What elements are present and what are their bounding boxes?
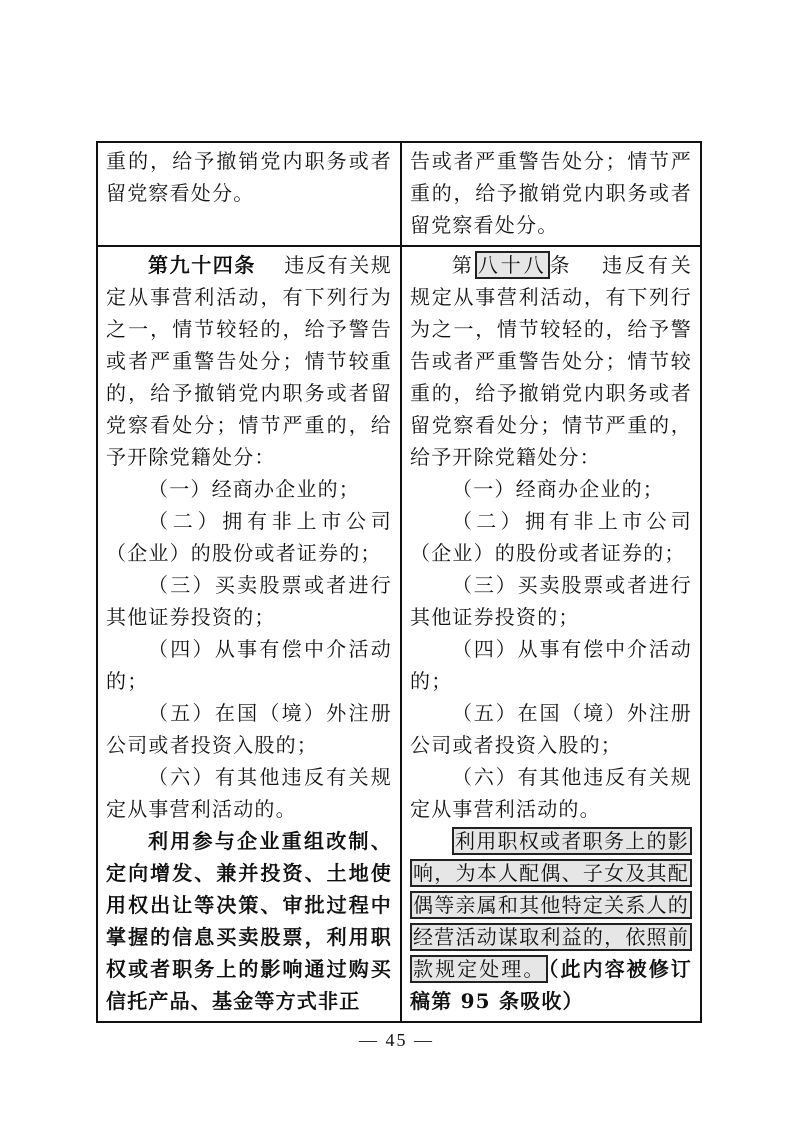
- right-article-cell: [401, 246, 701, 1022]
- table-row: [97, 142, 701, 246]
- right-item-5: （五）在国（境）外注册公司或者投资入股的；: [410, 701, 692, 757]
- left-item-1: （一）经商办企业的；: [148, 477, 360, 501]
- left-article-cell: [97, 246, 401, 1022]
- left-item-5: （五）在国（境）外注册公司或者投资入股的；: [106, 701, 392, 757]
- right-article-number-highlight: 八十八: [475, 251, 550, 279]
- right-item-6: （六）有其他违反有关规定从事营利活动的。: [410, 765, 692, 821]
- right-continuation-text: 告或者严重警告处分；情节严重的，给予撤销党内职务或者留党察看处分。: [410, 149, 692, 237]
- table-row: [97, 246, 701, 1022]
- right-item-4: （四）从事有偿中介活动的；: [410, 637, 692, 693]
- right-article-suffix: 条: [549, 253, 573, 277]
- left-item-2: （二）拥有非上市公司（企业）的股份或者证券的；: [106, 509, 392, 565]
- right-article-prefix: 第: [452, 253, 475, 277]
- left-item-6: （六）有其他违反有关规定从事营利活动的。: [106, 765, 392, 821]
- left-item-3: （三）买卖股票或者进行其他证券投资的；: [106, 573, 392, 629]
- right-highlighted-text: 利用职权或者职务上的影响，为本人配偶、子女及其配偶等亲属和其他特定关系人的经营活动谋取利益的，依照前款规定处理。: [410, 827, 692, 983]
- left-article-label: 第九十四条: [148, 253, 256, 277]
- right-article-text: 违反有关规定从事营利活动，有下列行为之一，情节较轻的，给予警告或者严重警告处分；情节较重的，给予撤销党内职务或者留党察看处分；情节严重的，给予开除党籍处分：: [410, 253, 692, 469]
- right-item-3: （三）买卖股票或者进行其他证券投资的；: [410, 573, 692, 629]
- left-bold-paragraph: 利用参与企业重组改制、定向增发、兼并投资、土地使用权出让等决策、审批过程中掌握的信息买卖股票，利用职权或者职务上的影响通过购买信托产品、基金等方式非正: [106, 829, 392, 1013]
- left-article-text: 违反有关规定从事营利活动，有下列行为之一，情节较轻的，给予警告或者严重警告处分；情节较重的，给予撤销党内职务或者留党察看处分；情节严重的，给予开除党籍处分：: [106, 253, 392, 469]
- right-article-paragraph: [410, 249, 692, 473]
- left-item-4: （四）从事有偿中介活动的；: [106, 637, 392, 693]
- page-number: — 45 —: [359, 1030, 434, 1050]
- right-item-1: （一）经商办企业的；: [452, 477, 664, 501]
- right-highlight-paragraph: [410, 825, 692, 1017]
- left-article-paragraph: [106, 249, 392, 473]
- left-continuation-text: 重的，给予撤销党内职务或者留党察看处分。: [106, 149, 392, 205]
- left-cell: [97, 142, 401, 246]
- right-item-2: （二）拥有非上市公司（企业）的股份或者证券的；: [410, 509, 692, 565]
- comparison-table: [96, 141, 702, 1023]
- right-cell: [401, 142, 701, 246]
- right-revision-note: （此内容被修订稿第 95 条吸收）: [410, 957, 693, 1013]
